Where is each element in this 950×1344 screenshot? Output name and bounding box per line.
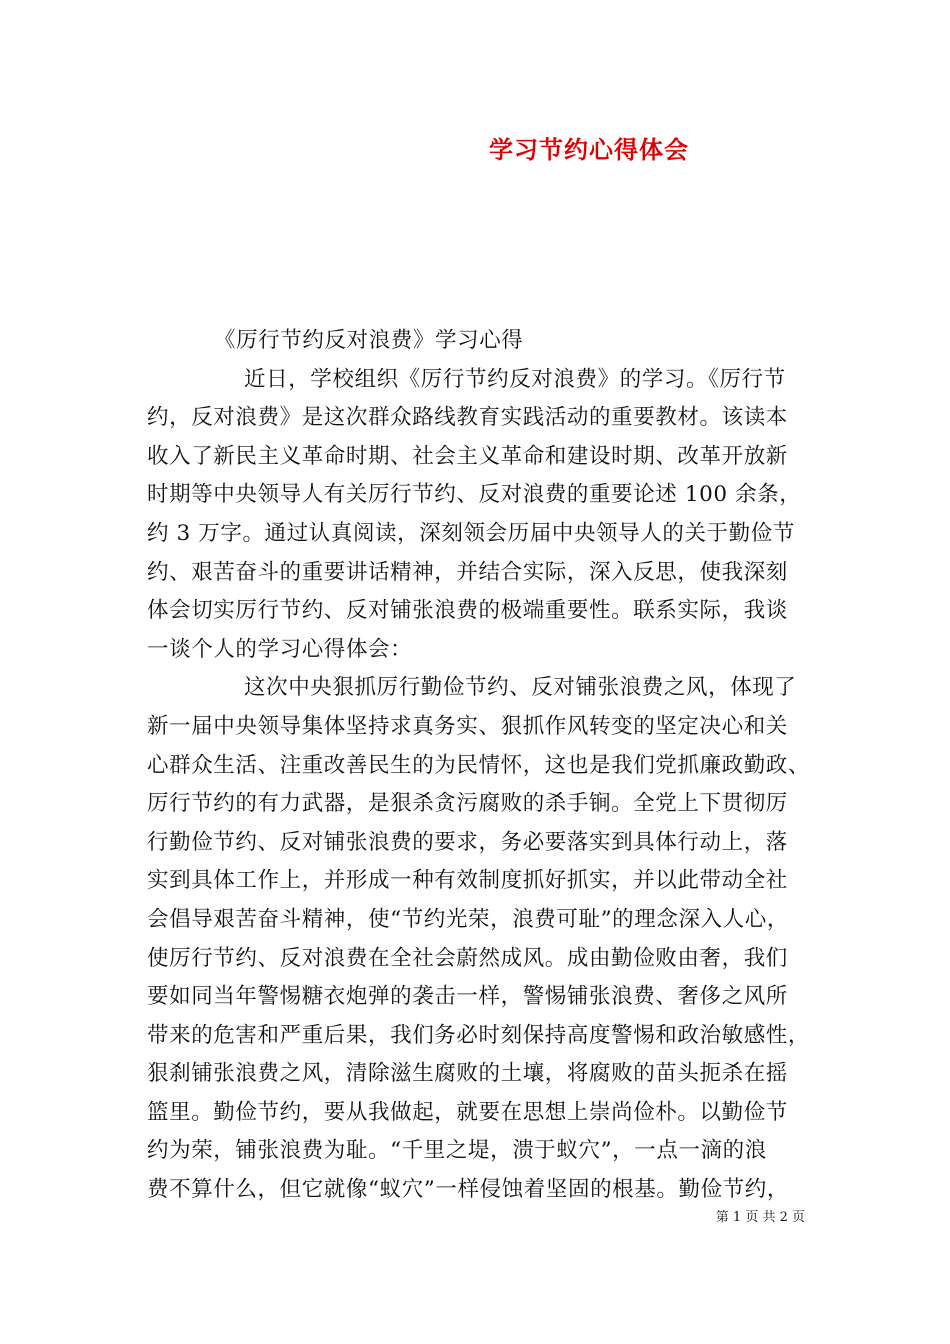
paragraph-line: 篮里。勤俭节约，要从我做起，就要在思想上崇尚俭朴。以勤俭节 [147, 1099, 788, 1125]
paragraph-line: 会倡导艰苦奋斗精神，使“节约光荣，浪费可耻”的理念深入人心， [147, 906, 789, 932]
paragraph-line: 这次中央狠抓厉行勤俭节约、反对铺张浪费之风，体现了 [244, 675, 797, 701]
paragraph-line: 行勤俭节约、反对铺张浪费的要求，务必要落实到具体行动上，落 [147, 829, 788, 855]
paragraph-line: 实到具体工作上，并形成一种有效制度抓好抓实，并以此带动全社 [147, 868, 788, 894]
paragraph-line: 近日，学校组织《厉行节约反对浪费》的学习。《厉行节 [244, 366, 786, 392]
document-subtitle: 《厉行节约反对浪费》学习心得 [214, 328, 524, 353]
paragraph-line: 厉行节约的有力武器，是狠杀贪污腐败的杀手锏。全党上下贯彻厉 [147, 791, 788, 817]
document-title: 学习节约心得体会 [489, 136, 689, 164]
paragraph-line: 要如同当年警惕糖衣炮弹的袭击一样，警惕铺张浪费、奢侈之风所 [147, 984, 788, 1010]
paragraph-line: 一谈个人的学习心得体会： [147, 636, 413, 662]
paragraph-line: 约 3 万字。通过认真阅读，深刻领会历届中央领导人的关于勤俭节 [147, 520, 795, 546]
paragraph-line: 使厉行节约、反对浪费在全社会蔚然成风。成由勤俭败由奢，我们 [147, 945, 788, 971]
paragraph-line: 体会切实厉行节约、反对铺张浪费的极端重要性。联系实际，我谈 [147, 598, 788, 624]
paragraph-line: 心群众生活、注重改善民生的为民情怀，这也是我们党抓廉政勤政、 [147, 752, 811, 778]
paragraph-line: 约为荣，铺张浪费为耻。“千里之堤，溃于蚁穴”，一点一滴的浪 [147, 1138, 767, 1164]
paragraph-line: 约，反对浪费》是这次群众路线教育实践活动的重要教材。该读本 [147, 405, 788, 431]
paragraph-line: 时期等中央领导人有关厉行节约、反对浪费的重要论述 100 余条， [147, 482, 802, 508]
paragraph-line: 新一届中央领导集体坚持求真务实、狠抓作风转变的坚定决心和关 [147, 713, 788, 739]
paragraph-line: 费不算什么，但它就像“蚁穴”一样侵蚀着坚固的根基。勤俭节约， [147, 1177, 789, 1203]
document-body [147, 322, 810, 1210]
paragraph-line: 带来的危害和严重后果，我们务必时刻保持高度警惕和政治敏感性， [147, 1022, 811, 1048]
paragraph-line: 狠刹铺张浪费之风，清除滋生腐败的土壤，将腐败的苗头扼杀在摇 [147, 1061, 788, 1087]
page-number-footer: 第 1 页 共 2 页 [715, 1210, 805, 1225]
paragraph-line: 收入了新民主义革命时期、社会主义革命和建设时期、改革开放新 [147, 443, 788, 469]
paragraph-line: 约、艰苦奋斗的重要讲话精神，并结合实际，深入反思，使我深刻 [147, 559, 788, 585]
